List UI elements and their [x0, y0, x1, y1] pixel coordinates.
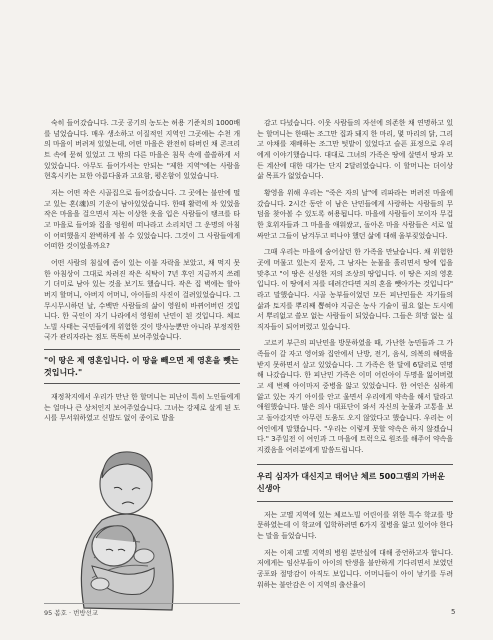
- article-paragraph: 그때 우리는 마을에 숨어살던 한 가족을 만났습니다. 채 위험한 곳에 머물고 있는지 묻자, 그 남자는 눈물을 흘리면서 땅에 입을 맞추고 "이 땅은 신성한 저의 조상의 땅입니다. 이 땅은 저의 영혼입니다. 이 땅에서 저를 데려간다면 저의 혼을 뺏아가는 것입니다" 라고 말했습니다. 시골 농부들이었던 모든 피난민들은 자기들의 삶과 토지를 뿌리째 뽑혀야 지금은 농사 기술이 필요 없는 도시에서 뿌리없고 쓸모 없는 사람들이 되었습니다. 그들은 희망 없는 실직자들이 되어버렸고 있습니다.: [257, 248, 453, 331]
- left-column: [44, 118, 240, 430]
- pull-quote: "이 땅은 제 영혼입니다. 이 땅을 빼으면 제 영혼을 뺏는 것입니다.": [44, 349, 240, 384]
- article-paragraph: 저는 어떤 작은 시골집으로 들어갔습니다. 그 곳에는 불안에 떨고 있는 혼(魂)의 기운이 남아있었습니다. 한때 활력에 차 있었을 작은 마을을 걸으면서 저는 이상한 옷을 입은 사람들이 탱크를 타고 마을로 들어와 집을 엉원히 떠나라고 소리치던 그 운명의 아침이 어떠했을지 완벽하게 볼 수 있었습니다. 그것이 그 사람들에게 어떠한 것이었을까요?: [44, 188, 240, 251]
- article-paragraph: 재정착지에서 우리가 만난 한 할머니는 피난이 특히 노인들에게는 얼마나 큰 상처인지 보여주었습니다. 그녀는 강제로 살게 된 도시를 무서워하였고 신발도 없이 종이로 발을: [44, 393, 240, 423]
- article-paragraph: 황영을 위해 우리는 "죽은 자의 날"에 리파라는 버려진 마을에 갔습니다. 2시간 동안 이 남은 난민들에게 사랑하는 사람들의 무덤을 찾아볼 수 있도록 허용됩니다. 마을에 사람들이 모이자 무겁한 호위자들과 그 마을을 애워쌌고, 돌아온 마을 사람들은 서로 얼싸안고 그들이 남겨두고 떠나야 했던 삶에 대해 울부짖었습니다.: [257, 188, 453, 240]
- article-paragraph: 감고 다녔습니다. 이웃 사람들의 자선에 의존한 채 연명하고 있는 할머니는 한때는 조그만 집과 돼지 한 마리, 몇 마리의 닭, 그리고 야채를 재배하는 조그만 텃밭이 있었다고 슬픈 표정으로 우리에게 이야기했습니다. 대대로 그녀의 가족은 땅에 살면서 땅과 모든 계산에 대한 대가는 단지 2달러였습니다. 이 할머니는 더이상 삶 목표가 없었습니다.: [257, 119, 453, 181]
- mother-and-child-illustration: [44, 438, 204, 618]
- article-paragraph: 저는 고멜 지역에 있는 체르노빌 어린이를 위한 특수 학교를 방문하였는데 이 학교에 입학하려면 6가지 질병을 앓고 있어야 한다는 말을 들었습니다.: [257, 510, 453, 540]
- footer-publication: 95 봄호 · 번방선교: [44, 609, 99, 617]
- article-paragraph: 숙히 들어갔습니다. 그곳 공기의 농도는 허용 기준치의 1000배를 넘었습니다. 매우 생소하고 이질적인 지역인 그곳에는 수천 개의 마을이 버려져 있었는데, 어떤 마을은 완전히 타버린 채 콘크리트 속에 묻혀 있었고 그 밖의 다른 마을은 침묵 속에 쓸쓸하게 서 있었습니다. 아무도 들어가서는 안되는 "제한 지역"에는 사람을 현혹시키는 묘한 아름다움과 고요함, 평온함이 있었습니다.: [44, 119, 240, 181]
- article-paragraph: 고르키 부근의 피난민을 방문하였을 때, 가난한 농민들과 그 가족들이 갈 자고 영어와 집안에서 난방, 전기, 음식, 의복의 해택을 받지 못하면서 살고 있었습니다. 그 가족은 한 달에 6달러로 연명해 나갔습니다. 한 피난민 가족은 이미 어린아이 두명을 잃어버렸고 세 번째 아이마저 중병을 앓고 있었습니다. 한 여인은 심하게 앓고 있는 자기 아이를 안고 울면서 우리에게 약속을 해서 달라고 애원했습니다. 많은 의사 대표단이 와서 자신의 눈물과 고통을 보고 돌아갔지만 아무런 도움도 오지 않았다고 했습니다. 우리는 이 여인에게 말했습니다. "우리는 이렇게 못할 약속은 하지 않겠습니다." 3주일전 이 여인과 그 마을에 트럭으로 원조를 해주어 약속을 지켰음을 여러분에게 말씀드립니다.: [257, 339, 453, 455]
- page-number: 5: [451, 608, 456, 616]
- section-heading-box: 우리 심자가 대신지고 태어난 체르 500그램의 가버운 신생아: [257, 464, 453, 502]
- footer-rule: [44, 603, 240, 604]
- article-paragraph: 저는 이제 고멜 지역의 병원 분만실에 대해 증언하고자 합니다. 저에게는 임산부들이 아이의 탄생을 불안하게 기다리면서 보였던 공포와 절망감이 아직도 보입니다. 어머니들이 아이 낳기를 두려워하는 불안감은 이 지역의 출산율이: [257, 548, 453, 589]
- article-paragraph: 어떤 사람의 침실에 좀이 있는 이불 자락을 보았고, 채 먹지 못한 아침상이 그대로 차려진 작은 식탁이 7년 후인 지금까지 쓰레기 더미로 남아 있는 것을 보기도 했습니다. 작은 집 벽에는 할아버지 할머니, 아버지 어머니, 아이들의 사진이 걸려있었습니다. 그 무시무시하던 날, 수백만 사람들의 삶이 영원히 바뀌어버린 것입니다. 한 국인이 자기 나라에서 영원히 난민이 된 것입니다. 체르노빌 사태는 국민들에게 위험한 것이 방사능뿐만 아니라 부정직한 국가 관리자라는 점도 똑똑히 보여주었습니다.: [44, 258, 240, 342]
- right-column: [257, 118, 453, 596]
